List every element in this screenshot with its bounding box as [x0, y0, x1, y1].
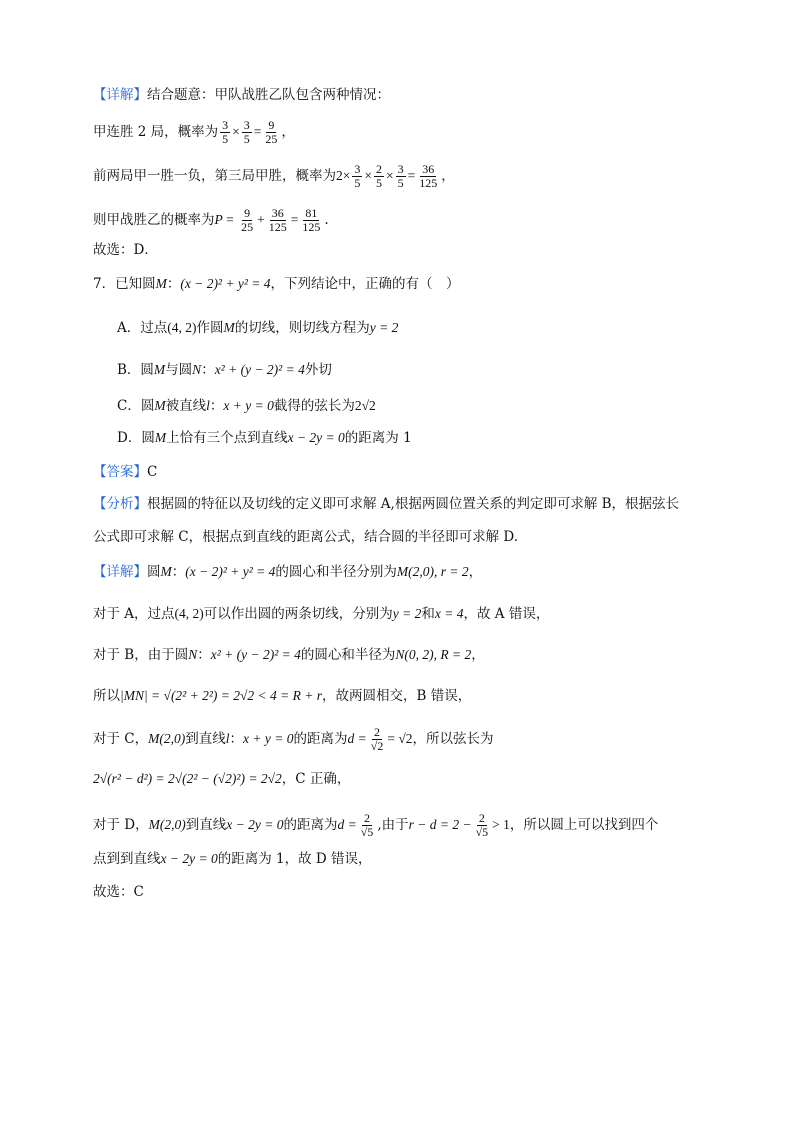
analysis-line-1: 【分析】根据圆的特征以及切线的定义即可求解 A,根据两圆位置关系的判定即可求解 B，根据弦长: [93, 496, 680, 512]
fraction: $\frac{2}{√5}$: [475, 811, 489, 839]
detail-choose-line: 故选：D．: [93, 242, 158, 258]
detail2-line-4: 所以|MN| = √(2² + 2²) = 2√2 < 4 = R + r，故两圆相交，B 错误，: [93, 688, 472, 704]
fraction: $\frac{3}{5}$: [354, 162, 361, 190]
analysis-tag: 【分析】: [93, 496, 147, 512]
detail2-line-6: 2√(r² − d²) = 2√(2² − (√2)²) = 2√2，C 正确，: [93, 771, 351, 787]
detail2-line-7: 对于 D，M(2,0)到直线x − 2y = 0的距离为d = $\frac{2}{√5}$ ,由于r − d = 2 − $\frac{2}{√5}$ > 1，所以圆上可以找到四个: [93, 811, 659, 839]
fraction: $\frac{9}{25}$: [241, 206, 254, 234]
case2-text: 前两局甲一胜一负，第三局甲胜，概率为: [93, 168, 336, 184]
fraction: $\frac{81}{125}$: [302, 206, 321, 234]
detail-case1-line: 甲连胜 2 局，概率为 $\frac{3}{5}$ × $\frac{3}{5}$ = $\frac{9}{25}$ ，: [93, 118, 295, 146]
fraction: $\frac{36}{125}$: [419, 162, 438, 190]
detail2-line-3: 对于 B，由于圆N：x² + (y − 2)² = 4的圆心和半径为N(0, 2), R = 2，: [93, 647, 485, 663]
option-c: C．圆M被直线l：x + y = 0截得的弦长为2√2: [117, 398, 376, 414]
fraction: $\frac{2}{5}$: [376, 162, 382, 190]
fraction: $\frac{3}{5}$: [243, 118, 250, 146]
fraction: $\frac{2}{√2}$: [370, 725, 384, 753]
detail-intro-line: [93, 85, 390, 105]
answer-tag: 【答案】: [93, 464, 147, 480]
detail-tag: 【详解】: [93, 564, 147, 580]
detail-case2-line: 前两局甲一胜一负，第三局甲胜，概率为2× $\frac{3}{5}$ × $\frac{2}{5}$ × $\frac{3}{5}$ = $\frac{36}{125}$ ，: [93, 162, 455, 190]
detail-intro-text: 结合题意：甲队战胜乙队包含两种情况：: [147, 87, 390, 103]
detail2-line-2: 对于 A，过点(4, 2)可以作出圆的两条切线，分别为y = 2和x = 4，故 A 错误，: [93, 606, 550, 622]
fraction: $\frac{3}{5}$: [397, 162, 404, 190]
option-a: A．过点(4, 2)作圆M的切线，则切线方程为y = 2: [117, 320, 399, 336]
detail2-choose-line: 故选：C: [93, 884, 144, 900]
option-d: D．圆M上恰有三个点到直线x − 2y = 0的距离为 1: [117, 430, 412, 446]
detail2-line-8: 点到到直线x − 2y = 0的距离为 1，故 D 错误，: [93, 851, 372, 867]
total-text: 则甲战胜乙的概率为: [93, 212, 215, 228]
fraction: $\frac{36}{125}$: [268, 206, 287, 234]
fraction: $\frac{3}{5}$: [222, 118, 229, 146]
detail-total-line: 则甲战胜乙的概率为P = $\frac{9}{25}$ + $\frac{36}{125}$ = $\frac{81}{125}$ .: [93, 206, 329, 234]
fraction: $\frac{2}{√5}$: [360, 811, 374, 839]
fraction: $\frac{9}{25}$: [265, 118, 278, 146]
answer-value: C: [147, 464, 158, 480]
detail-tag: 【详解】: [93, 87, 147, 103]
detail2-line-1: 【详解】圆M：(x − 2)² + y² = 4的圆心和半径分别为M(2,0), r = 2，: [93, 564, 483, 580]
question-7-stem: 7．已知圆M：(x − 2)² + y² = 4，下列结论中，正确的有（ ）: [93, 276, 460, 292]
detail2-line-5: 对于 C，M(2,0)到直线l：x + y = 0的距离为d = $\frac{2}{√2}$ = √2，所以弦长为: [93, 725, 494, 753]
analysis-line-2: 公式即可求解 C，根据点到直线的距离公式，结合圆的半径即可求解 D.: [93, 529, 519, 545]
option-b: B．圆M与圆N：x² + (y − 2)² = 4外切: [117, 362, 332, 378]
case1-text: 甲连胜 2 局，概率为: [93, 124, 219, 140]
answer-line: [93, 462, 157, 482]
